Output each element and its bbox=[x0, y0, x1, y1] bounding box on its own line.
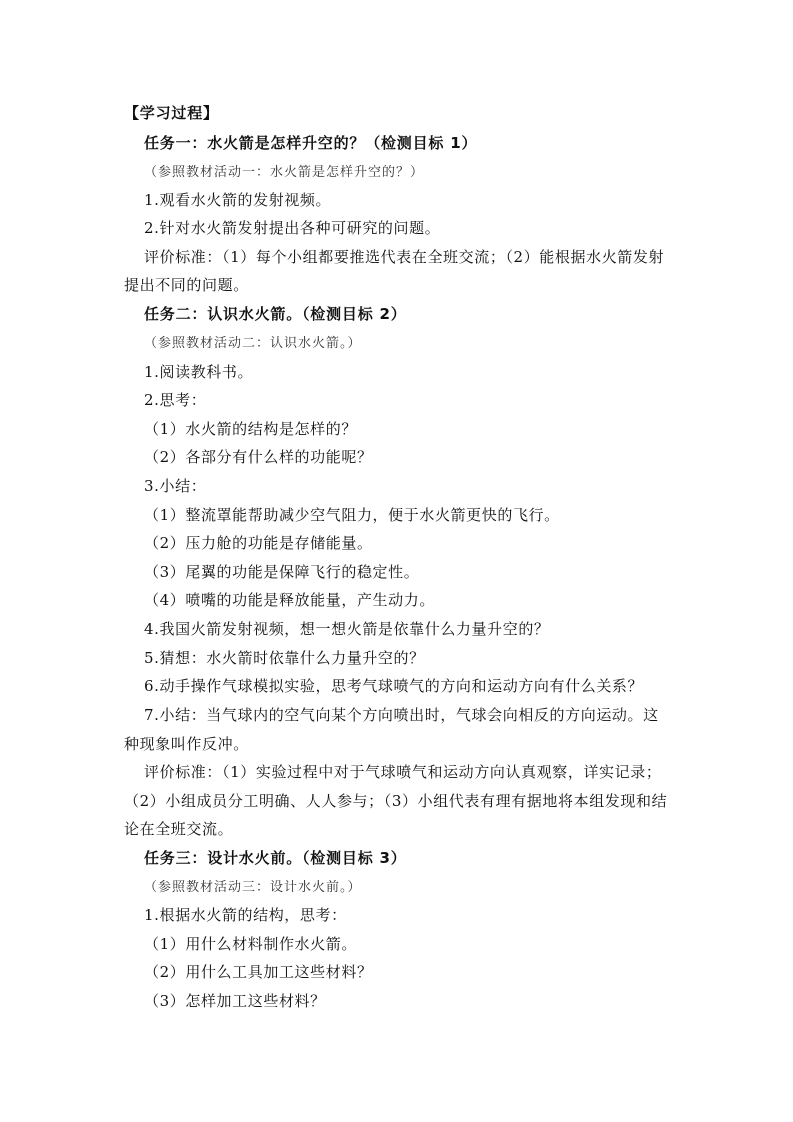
task2-summary4: （4）喷嘴的功能是释放能量，产生动力。 bbox=[144, 591, 435, 609]
task2-question1: （1）水火箭的结构是怎样的？ bbox=[144, 420, 357, 438]
task2-step4: 4.我国火箭发射视频，想一想火箭是依靠什么力量升空的？ bbox=[144, 620, 550, 638]
task1-note: （参照教材活动一：水火箭是怎样升空的？） bbox=[144, 165, 425, 180]
task2-summary2: （2）压力舱的功能是存储能量。 bbox=[144, 534, 373, 552]
task1-step1: 1.观看水火箭的发射视频。 bbox=[144, 191, 332, 209]
task3-question1: （1）用什么材料制作水火箭。 bbox=[144, 935, 357, 953]
section-title: 【学习过程】 bbox=[124, 104, 219, 122]
task2-summary1: （1）整流罩能帮助减少空气阻力，便于水火箭更快的飞行。 bbox=[144, 506, 560, 524]
task2-summary3: （3）尾翼的功能是保障飞行的稳定性。 bbox=[144, 563, 420, 581]
task3-title: 任务三：设计水火前。（检测目标 3） bbox=[144, 849, 407, 867]
task2-step5: 5.猜想：水火箭时依靠什么力量升空的？ bbox=[144, 649, 425, 667]
task1-title: 任务一：水火箭是怎样升空的？（检测目标 1） bbox=[144, 134, 478, 152]
task2-question2: （2）各部分有什么样的功能呢？ bbox=[144, 448, 373, 466]
task3-question3: （3）怎样加工这些材料？ bbox=[144, 992, 326, 1010]
task2-step3: 3.小结： bbox=[144, 477, 207, 495]
task3-note: （参照教材活动三：设计水火前。） bbox=[144, 880, 362, 895]
task2-step1: 1.阅读教科书。 bbox=[144, 363, 254, 381]
task2-step7-line2: 种现象叫作反冲。 bbox=[124, 735, 249, 753]
task1-eval-line1: 评价标准：（1）每个小组都要推选代表在全班交流；（2）能根据水火箭发射 bbox=[144, 248, 665, 266]
task1-step2: 2.针对水火箭发射提出各种可研究的问题。 bbox=[144, 219, 441, 237]
task2-step7-line1: 7.小结：当气球内的空气向某个方向喷出时，气球会向相反的方向运动。这 bbox=[144, 706, 659, 724]
task1-eval-line2: 提出不同的问题。 bbox=[124, 276, 249, 294]
task2-step6: 6.动手操作气球模拟实验，思考气球喷气的方向和运动方向有什么关系？ bbox=[144, 677, 644, 695]
task2-eval-line2: （2）小组成员分工明确、人人参与；（3）小组代表有理有据地将本组发现和结 bbox=[124, 792, 668, 810]
task2-eval-line3: 论在全班交流。 bbox=[124, 820, 234, 838]
task3-question2: （2）用什么工具加工这些材料？ bbox=[144, 963, 373, 981]
task2-step2: 2.思考： bbox=[144, 391, 207, 409]
task3-step1: 1.根据水火箭的结构，思考： bbox=[144, 906, 347, 924]
task2-title: 任务二：认识水火箭。（检测目标 2） bbox=[144, 305, 407, 323]
task2-eval-line1: 评价标准：（1）实验过程中对于气球喷气和运动方向认真观察，详实记录； bbox=[144, 763, 662, 781]
task2-note: （参照教材活动二：认识水火箭。） bbox=[144, 336, 362, 351]
